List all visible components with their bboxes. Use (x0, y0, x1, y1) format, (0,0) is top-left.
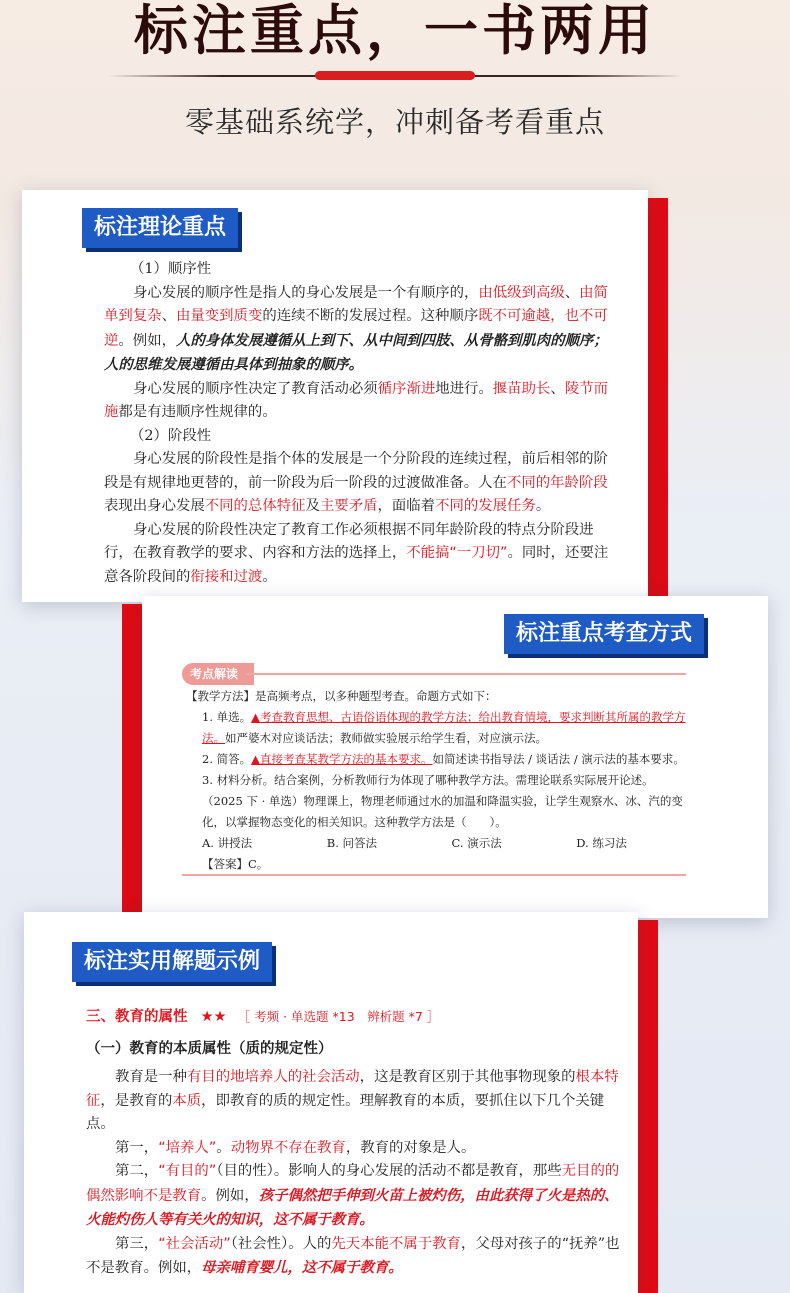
para-sequence-implication: 身心发展的顺序性决定了教育活动必须循序渐进地进行。揠苗助长、陵节而施都是有违顺序性规律的。 (104, 380, 608, 420)
kaodian-item-single: 1. 单选。▲考查教育思想、古语俗语体现的教学方法；给出教育情境，要求判断其所属的教学方法。如严婆木对应谈话法；教师做实验展示给学生看，对应演示法。 (202, 710, 686, 745)
kaodian-intro: 【教学方法】是高频考点，以多种题型考查。命题方式如下： (186, 689, 497, 703)
panel1-tag: 标注理论重点 (82, 208, 238, 248)
panel3-body (86, 1066, 620, 1281)
para-second: 第二，“有目的”（目的性）。影响人的身心发展的活动不都是教育，那些无目的的偶然影响不是教育。例如，孩子偶然把手伸到火苗上被灼伤，由此获得了火是热的、火能灼伤人等有关火的知识，这不属于教育。 (86, 1163, 620, 1228)
subsection-heading: （一）教育的本质属性（质的规定性） (86, 1041, 333, 1057)
kaodian-item-short: 2. 简答。▲直接考查某教学方法的基本要求。如简述读书指导法 / 谈话法 / 演示法的基本要求。 (202, 752, 685, 766)
option-c: C. 演示法 (451, 836, 502, 850)
para-essence: 教育是一种有目的地培养人的社会活动，这是教育区别于其他事物现象的根本特征，是教育的本质，即教育的质的规定性。理解教育的本质，要抓住以下几个关键点。 (86, 1069, 619, 1132)
hero-title: 标注重点，一书两用 (134, 0, 656, 62)
hero-accent-bar (315, 71, 475, 80)
kaodian-item-material: 3. 材料分析。结合案例，分析教师行为体现了哪种教学方法。需理论联系实际展开论述。 (202, 773, 654, 787)
hero-subtitle: 零基础系统学，冲刺备考看重点 (184, 105, 605, 139)
option-b: B. 问答法 (326, 836, 378, 850)
panel1-red-edge (646, 198, 668, 598)
option-a: A. 讲授法 (202, 836, 253, 850)
kaodian-top-rule (246, 673, 686, 675)
section-heading: 三、教育的属性 ★★ ［ 考频 · 单选题 *13 辨析题 *7 ］ (86, 1009, 440, 1025)
panel1-body (104, 258, 614, 589)
para-third: 第三，“社会活动”（社会性）。人的先天本能不属于教育，父母对孩子的“抚养”也不是教育。例如，母亲哺育婴儿，这不属于教育。 (86, 1235, 620, 1276)
panel2-tag: 标注重点考查方式 (504, 614, 704, 654)
sample-question: （2025 下 · 单选）物理课上，物理老师通过水的加温和降温实验，让学生观察水、冰、汽的变化，以掌握物态变化的相关知识。这种教学方法是（ ）。 (202, 794, 683, 829)
heading-sequence: （1）顺序性 (130, 261, 212, 277)
kaodian-badge: 考点解读 (182, 663, 254, 685)
option-d: D. 练习法 (576, 836, 627, 850)
panel2-red-edge (122, 604, 144, 914)
heading-stage: （2）阶段性 (130, 427, 212, 444)
panel2-body (186, 686, 686, 875)
kaodian-bottom-rule (182, 874, 686, 876)
stars: ★★ (200, 1009, 227, 1025)
para-first: 第一，“培养人”。动物界不存在教育，教育的对象是人。 (115, 1139, 476, 1156)
para-stage-def: 身心发展的阶段性是指个体的发展是一个分阶段的连续过程，前后相邻的阶段是有规律地更替的，前一阶段为后一阶段的过渡做准备。人在不同的年龄阶段表现出身心发展不同的总体特征及主要矛盾，面临着不同的发展任务。 (104, 451, 608, 514)
para-sequence-def: 身心发展的顺序性是指人的身心发展是一个有顺序的，由低级到高级、由简单到复杂、由量变到质变的连续不断的发展过程。这种顺序既不可逾越，也不可逆。例如，人的身体发展遵循从上到下、从中间到四肢、从骨骼到肌肉的顺序；人的思维发展遵循由具体到抽象的顺序。 (104, 284, 608, 373)
sample-options (186, 833, 686, 854)
sample-answer: 【答案】C。 (202, 857, 269, 871)
frequency-note: ［ 考频 · 单选题 *13 辨析题 *7 ］ (237, 1009, 440, 1024)
panel3-tag: 标注实用解题示例 (72, 942, 272, 982)
para-stage-implication: 身心发展的阶段性决定了教育工作必须根据不同年龄阶段的特点分阶段进行，在教育教学的要求、内容和方法的选择上，不能搞“一刀切”。同时，还要注意各阶段间的衔接和过渡。 (104, 521, 609, 585)
